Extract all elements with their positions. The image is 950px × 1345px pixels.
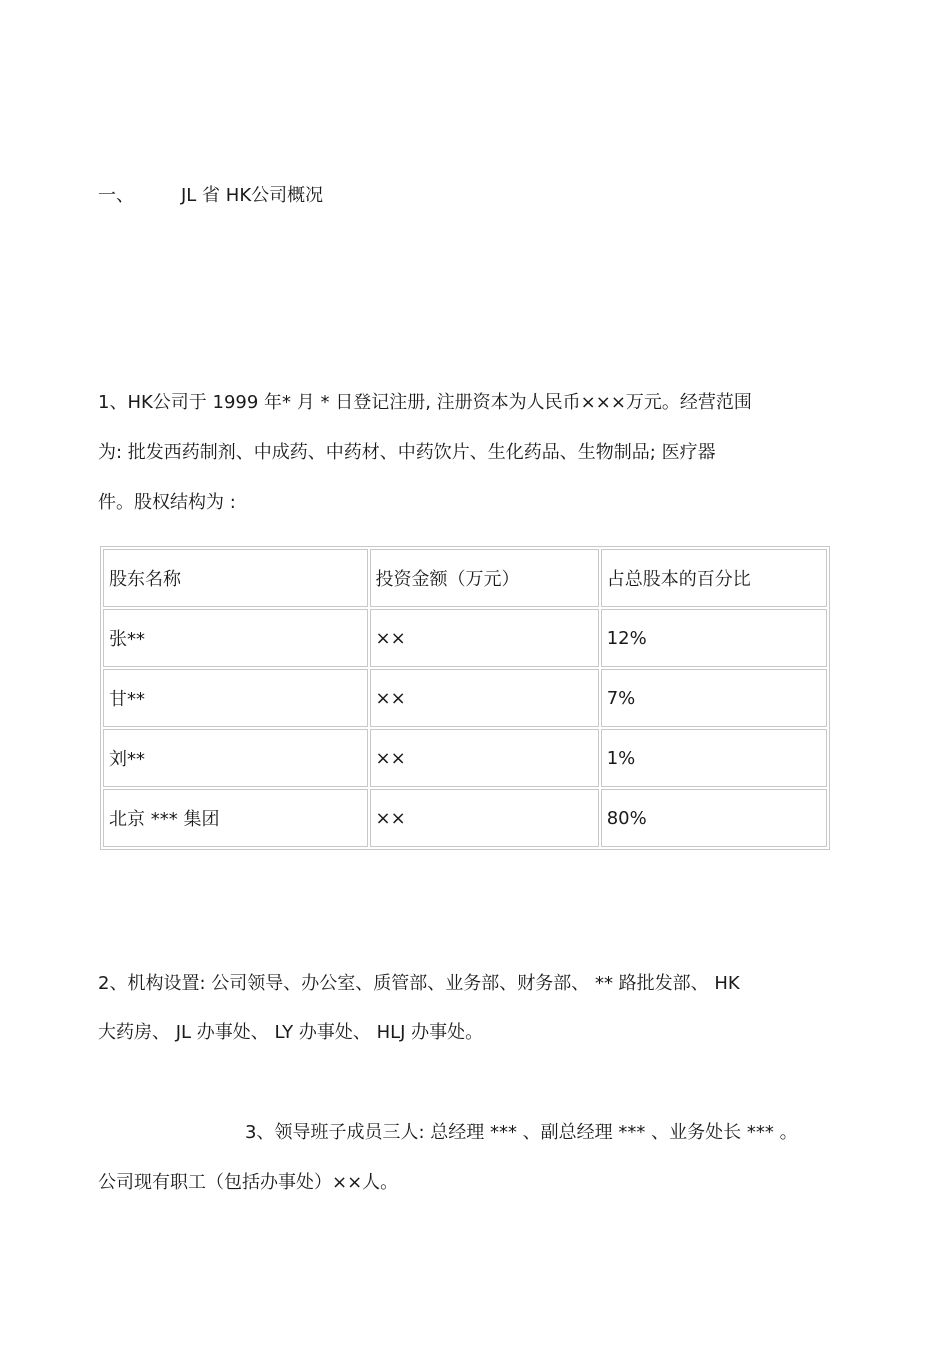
table-row — [103, 669, 827, 727]
heading-number: 一、 — [98, 185, 134, 206]
paragraph-3-line-2: 公司现有职工（包括办事处）××人。 — [98, 1172, 399, 1193]
header-shareholder-name: 股东名称 — [103, 549, 368, 607]
cell-amount: ×× — [370, 789, 599, 847]
section-heading — [98, 184, 323, 208]
cell-percentage: 80% — [601, 789, 827, 847]
cell-shareholder: 张** — [103, 609, 368, 667]
cell-percentage: 12% — [601, 609, 827, 667]
paragraph-1-line-1: 1、HK公司于 1999 年* 月 * 日登记注册, 注册资本为人民币×××万元。经营范围 — [98, 392, 752, 413]
heading-title: JL 省 HK公司概况 — [181, 185, 324, 206]
table-row — [103, 729, 827, 787]
cell-shareholder: 刘** — [103, 729, 368, 787]
cell-amount: ×× — [370, 729, 599, 787]
cell-amount: ×× — [370, 669, 599, 727]
equity-structure-table — [100, 546, 830, 850]
paragraph-1-line-2: 为: 批发西药制剂、中成药、中药材、中药饮片、生化药品、生物制品; 医疗器 — [98, 442, 716, 463]
cell-percentage: 1% — [601, 729, 827, 787]
paragraph-2-line-1: 2、机构设置: 公司领导、办公室、质管部、业务部、财务部、 ** 路批发部、 HK — [98, 973, 740, 994]
cell-percentage: 7% — [601, 669, 827, 727]
cell-shareholder: 甘** — [103, 669, 368, 727]
table-row — [103, 789, 827, 847]
cell-shareholder: 北京 *** 集团 — [103, 789, 368, 847]
header-investment-amount: 投资金额（万元） — [370, 549, 599, 607]
paragraph-1-line-3: 件。股权结构为 : — [98, 492, 236, 513]
paragraph-2-line-2: 大药房、 JL 办事处、 LY 办事处、 HLJ 办事处。 — [98, 1022, 484, 1043]
header-share-percentage: 占总股本的百分比 — [601, 549, 827, 607]
cell-amount: ×× — [370, 609, 599, 667]
paragraph-3-line-1: 3、领导班子成员三人: 总经理 *** 、副总经理 *** 、业务处长 *** 。 — [245, 1122, 798, 1143]
table-header-row — [103, 549, 827, 607]
table-row — [103, 609, 827, 667]
